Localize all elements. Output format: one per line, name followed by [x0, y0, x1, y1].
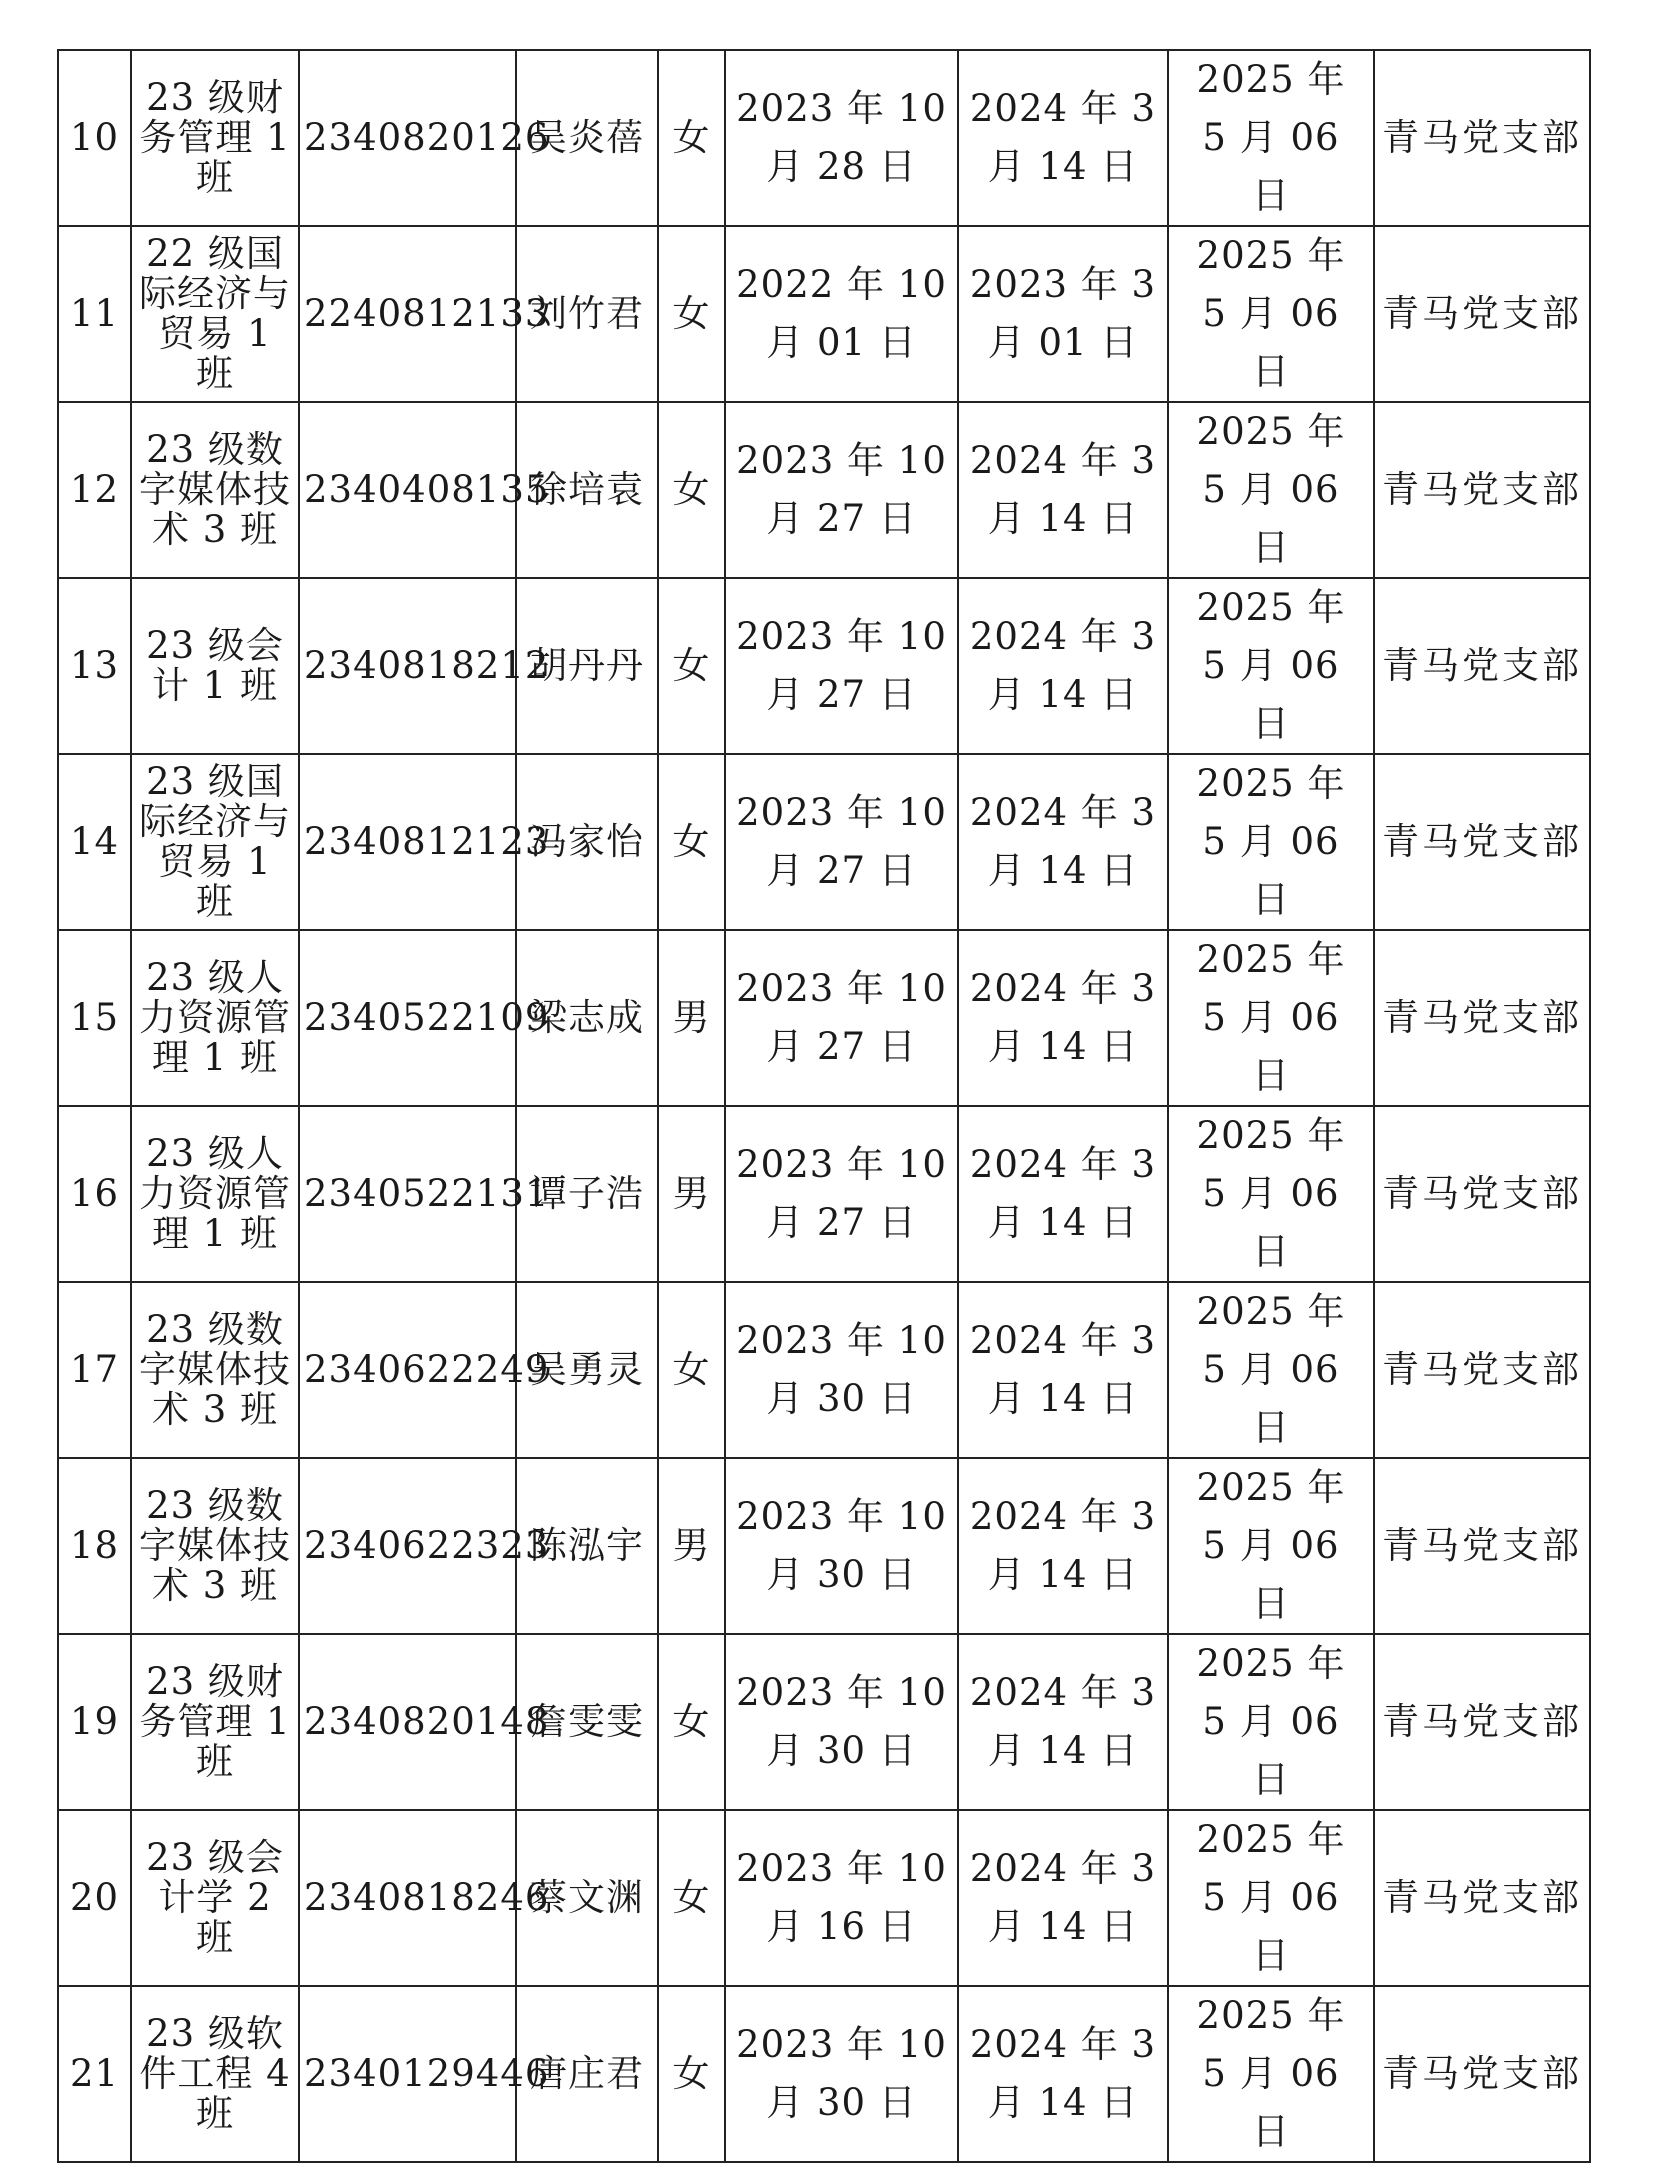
party-branch-cell [1374, 754, 1590, 930]
gender: 女 [672, 2052, 711, 2095]
date-second-cell [958, 1986, 1168, 2162]
party-branch: 青马党支部 [1382, 1524, 1582, 1567]
date-first: 2023 年 10 月 27 日 [736, 615, 947, 716]
table-row [58, 1810, 1590, 1986]
date-third-cell [1168, 1810, 1374, 1986]
class-name-cell [131, 754, 299, 930]
gender-cell [658, 1986, 725, 2162]
party-branch-cell [1374, 930, 1590, 1106]
student-id: 2340522131 [304, 1172, 550, 1215]
student-name-cell [516, 402, 658, 578]
date-third-cell [1168, 930, 1374, 1106]
date-third: 2025 年 5 月 06 日 [1196, 1642, 1346, 1801]
date-first-cell [725, 1106, 958, 1282]
class-name: 23 级财务管理 1 班 [139, 76, 291, 199]
date-first: 2023 年 10 月 27 日 [736, 967, 947, 1068]
table-row [58, 1458, 1590, 1634]
row-number: 12 [69, 468, 120, 511]
date-second: 2024 年 3 月 14 日 [969, 1143, 1157, 1244]
row-number: 18 [69, 1524, 120, 1567]
row-number-cell [58, 1106, 131, 1282]
date-third: 2025 年 5 月 06 日 [1196, 762, 1346, 921]
date-first-cell [725, 226, 958, 402]
student-id: 2340812123 [304, 820, 550, 863]
party-branch: 青马党支部 [1382, 996, 1582, 1039]
date-second: 2024 年 3 月 14 日 [969, 615, 1157, 716]
date-second: 2024 年 3 月 14 日 [969, 967, 1157, 1068]
row-number-cell [58, 1282, 131, 1458]
party-branch-cell [1374, 1106, 1590, 1282]
table-row [58, 754, 1590, 930]
student-id-cell [299, 1282, 550, 1458]
student-name: 谭子浩 [530, 1172, 644, 1215]
date-second-cell [958, 930, 1168, 1106]
date-first: 2023 年 10 月 30 日 [736, 1319, 947, 1420]
student-id-cell [299, 1810, 550, 1986]
date-third: 2025 年 5 月 06 日 [1196, 410, 1346, 569]
party-branch-cell [1374, 1282, 1590, 1458]
date-second-cell [958, 578, 1168, 754]
date-first-cell [725, 50, 958, 226]
student-name-cell [516, 1634, 658, 1810]
student-name-cell [516, 50, 658, 226]
gender-cell [658, 226, 725, 402]
student-id-cell [299, 578, 550, 754]
date-second: 2023 年 3 月 01 日 [969, 263, 1157, 364]
row-number: 21 [69, 2052, 120, 2095]
student-id: 2340129446 [304, 2052, 550, 2095]
date-first-cell [725, 930, 958, 1106]
member-table [57, 49, 1591, 2163]
date-third-cell [1168, 754, 1374, 930]
date-third-cell [1168, 578, 1374, 754]
gender: 女 [672, 116, 711, 159]
row-number: 16 [69, 1172, 120, 1215]
date-first-cell [725, 1810, 958, 1986]
date-second-cell [958, 1106, 1168, 1282]
student-name: 胡丹丹 [530, 644, 644, 687]
party-branch-cell [1374, 578, 1590, 754]
party-branch-cell [1374, 1986, 1590, 2162]
date-first: 2023 年 10 月 27 日 [736, 439, 947, 540]
student-name-cell [516, 226, 658, 402]
date-second: 2024 年 3 月 14 日 [969, 1671, 1157, 1772]
party-branch: 青马党支部 [1382, 1876, 1582, 1919]
date-second-cell [958, 1282, 1168, 1458]
student-id-cell [299, 402, 550, 578]
student-id: 2340522109 [304, 996, 550, 1039]
party-branch-cell [1374, 1458, 1590, 1634]
gender-cell [658, 578, 725, 754]
table-row [58, 1986, 1590, 2162]
row-number-cell [58, 1810, 131, 1986]
row-number-cell [58, 226, 131, 402]
row-number-cell [58, 1986, 131, 2162]
student-id: 2340818212 [304, 644, 550, 687]
table-row [58, 226, 1590, 402]
student-name-cell [516, 1810, 658, 1986]
row-number: 20 [69, 1876, 120, 1919]
student-name-cell [516, 578, 658, 754]
party-branch: 青马党支部 [1382, 292, 1582, 335]
student-id: 2340818246 [304, 1876, 550, 1919]
class-name-cell [131, 1282, 299, 1458]
table-row [58, 1106, 1590, 1282]
student-name: 陈泓宇 [530, 1524, 644, 1567]
row-number: 17 [69, 1348, 120, 1391]
student-name: 梁志成 [530, 996, 644, 1039]
row-number-cell [58, 930, 131, 1106]
party-branch: 青马党支部 [1382, 644, 1582, 687]
table-row [58, 930, 1590, 1106]
student-id: 2340408135 [304, 468, 550, 511]
class-name: 23 级数字媒体技术 3 班 [139, 1484, 291, 1607]
student-name-cell [516, 930, 658, 1106]
gender: 女 [672, 468, 711, 511]
date-first: 2023 年 10 月 30 日 [736, 1495, 947, 1596]
student-id-cell [299, 1106, 550, 1282]
date-third: 2025 年 5 月 06 日 [1196, 1818, 1346, 1977]
date-first-cell [725, 1634, 958, 1810]
row-number: 11 [69, 292, 120, 335]
student-id-cell [299, 1634, 550, 1810]
party-branch: 青马党支部 [1382, 1348, 1582, 1391]
class-name-cell [131, 1106, 299, 1282]
party-branch: 青马党支部 [1382, 820, 1582, 863]
table-row [58, 50, 1590, 226]
row-number-cell [58, 50, 131, 226]
date-first: 2023 年 10 月 27 日 [736, 1143, 947, 1244]
date-third-cell [1168, 226, 1374, 402]
date-third: 2025 年 5 月 06 日 [1196, 1114, 1346, 1273]
date-first-cell [725, 1282, 958, 1458]
student-name-cell [516, 1106, 658, 1282]
class-name-cell [131, 226, 299, 402]
class-name-cell [131, 1458, 299, 1634]
student-name: 冯家怡 [530, 820, 644, 863]
date-third: 2025 年 5 月 06 日 [1196, 938, 1346, 1097]
gender-cell [658, 402, 725, 578]
date-third-cell [1168, 1634, 1374, 1810]
date-third-cell [1168, 1106, 1374, 1282]
class-name: 23 级人力资源管理 1 班 [139, 1132, 291, 1255]
student-name-cell [516, 1282, 658, 1458]
class-name-cell [131, 1810, 299, 1986]
date-first-cell [725, 1986, 958, 2162]
gender-cell [658, 1106, 725, 1282]
student-id-cell [299, 930, 550, 1106]
date-first-cell [725, 754, 958, 930]
date-first-cell [725, 578, 958, 754]
row-number-cell [58, 578, 131, 754]
gender-cell [658, 1634, 725, 1810]
date-third-cell [1168, 1986, 1374, 2162]
date-second-cell [958, 1634, 1168, 1810]
class-name: 23 级数字媒体技术 3 班 [139, 1308, 291, 1431]
student-name: 唐庄君 [530, 2052, 644, 2095]
date-second: 2024 年 3 月 14 日 [969, 87, 1157, 188]
table-body [58, 50, 1590, 2162]
date-third: 2025 年 5 月 06 日 [1196, 1994, 1346, 2153]
gender: 女 [672, 820, 711, 863]
student-id-cell [299, 754, 550, 930]
row-number-cell [58, 402, 131, 578]
student-name: 吴炎蓓 [530, 116, 644, 159]
student-name: 吴勇灵 [530, 1348, 644, 1391]
student-id-cell [299, 50, 550, 226]
date-second-cell [958, 1458, 1168, 1634]
class-name: 22 级国际经济与贸易 1 班 [139, 232, 291, 395]
party-branch-cell [1374, 1634, 1590, 1810]
student-id-cell [299, 226, 550, 402]
gender: 男 [672, 1172, 711, 1215]
row-number: 19 [69, 1700, 120, 1743]
class-name-cell [131, 50, 299, 226]
date-third-cell [1168, 50, 1374, 226]
class-name-cell [131, 402, 299, 578]
date-first: 2023 年 10 月 28 日 [736, 87, 947, 188]
class-name: 23 级国际经济与贸易 1 班 [139, 760, 291, 923]
row-number-cell [58, 1634, 131, 1810]
row-number-cell [58, 754, 131, 930]
date-second-cell [958, 50, 1168, 226]
gender: 女 [672, 1876, 711, 1919]
date-second: 2024 年 3 月 14 日 [969, 791, 1157, 892]
party-branch-cell [1374, 1810, 1590, 1986]
date-second: 2024 年 3 月 14 日 [969, 1319, 1157, 1420]
date-second: 2024 年 3 月 14 日 [969, 439, 1157, 540]
class-name: 23 级数字媒体技术 3 班 [139, 428, 291, 551]
gender: 女 [672, 644, 711, 687]
party-branch-cell [1374, 402, 1590, 578]
table-row [58, 578, 1590, 754]
gender-cell [658, 930, 725, 1106]
party-branch-cell [1374, 50, 1590, 226]
table-row [58, 1634, 1590, 1810]
row-number-cell [58, 1458, 131, 1634]
gender: 女 [672, 1348, 711, 1391]
date-second-cell [958, 402, 1168, 578]
date-third-cell [1168, 1458, 1374, 1634]
gender-cell [658, 1458, 725, 1634]
date-first: 2023 年 10 月 16 日 [736, 1847, 947, 1948]
student-name-cell [516, 754, 658, 930]
party-branch-cell [1374, 226, 1590, 402]
row-number: 14 [69, 820, 120, 863]
class-name-cell [131, 578, 299, 754]
gender-cell [658, 754, 725, 930]
gender-cell [658, 50, 725, 226]
date-second-cell [958, 226, 1168, 402]
class-name-cell [131, 1634, 299, 1810]
party-branch: 青马党支部 [1382, 1172, 1582, 1215]
date-third: 2025 年 5 月 06 日 [1196, 58, 1346, 217]
student-name-cell [516, 1986, 658, 2162]
class-name: 23 级人力资源管理 1 班 [139, 956, 291, 1079]
class-name: 23 级软件工程 4 班 [139, 2012, 291, 2135]
date-third: 2025 年 5 月 06 日 [1196, 1466, 1346, 1625]
student-id-cell [299, 1986, 550, 2162]
date-first: 2023 年 10 月 30 日 [736, 1671, 947, 1772]
gender: 男 [672, 1524, 711, 1567]
row-number: 13 [69, 644, 120, 687]
student-id: 2240812133 [304, 292, 550, 335]
student-name-cell [516, 1458, 658, 1634]
student-name: 徐培袁 [530, 468, 644, 511]
date-second: 2024 年 3 月 14 日 [969, 2023, 1157, 2124]
row-number: 10 [69, 116, 120, 159]
date-third: 2025 年 5 月 06 日 [1196, 586, 1346, 745]
gender: 女 [672, 292, 711, 335]
class-name-cell [131, 1986, 299, 2162]
date-first: 2022 年 10 月 01 日 [736, 263, 947, 364]
date-second-cell [958, 1810, 1168, 1986]
student-name: 詹雯雯 [530, 1700, 644, 1743]
date-third: 2025 年 5 月 06 日 [1196, 1290, 1346, 1449]
class-name: 23 级财务管理 1 班 [139, 1660, 291, 1783]
student-id: 2340622323 [304, 1524, 550, 1567]
row-number: 15 [69, 996, 120, 1039]
gender-cell [658, 1282, 725, 1458]
student-name: 蔡文渊 [530, 1876, 644, 1919]
date-second-cell [958, 754, 1168, 930]
student-id-cell [299, 1458, 550, 1634]
party-branch: 青马党支部 [1382, 116, 1582, 159]
gender: 女 [672, 1700, 711, 1743]
date-third-cell [1168, 1282, 1374, 1458]
student-id: 2340820126 [304, 116, 550, 159]
gender-cell [658, 1810, 725, 1986]
date-second: 2024 年 3 月 14 日 [969, 1847, 1157, 1948]
date-third: 2025 年 5 月 06 日 [1196, 234, 1346, 393]
class-name: 23 级会计 1 班 [146, 624, 284, 707]
class-name-cell [131, 930, 299, 1106]
table-row [58, 1282, 1590, 1458]
student-id: 2340622249 [304, 1348, 550, 1391]
date-third-cell [1168, 402, 1374, 578]
party-branch: 青马党支部 [1382, 2052, 1582, 2095]
date-first: 2023 年 10 月 27 日 [736, 791, 947, 892]
student-id: 2340820148 [304, 1700, 550, 1743]
class-name: 23 级会计学 2 班 [146, 1836, 284, 1959]
gender: 男 [672, 996, 711, 1039]
student-name: 刘竹君 [530, 292, 644, 335]
party-branch: 青马党支部 [1382, 468, 1582, 511]
date-first-cell [725, 402, 958, 578]
date-first: 2023 年 10 月 30 日 [736, 2023, 947, 2124]
date-first-cell [725, 1458, 958, 1634]
table-row [58, 402, 1590, 578]
date-second: 2024 年 3 月 14 日 [969, 1495, 1157, 1596]
party-branch: 青马党支部 [1382, 1700, 1582, 1743]
